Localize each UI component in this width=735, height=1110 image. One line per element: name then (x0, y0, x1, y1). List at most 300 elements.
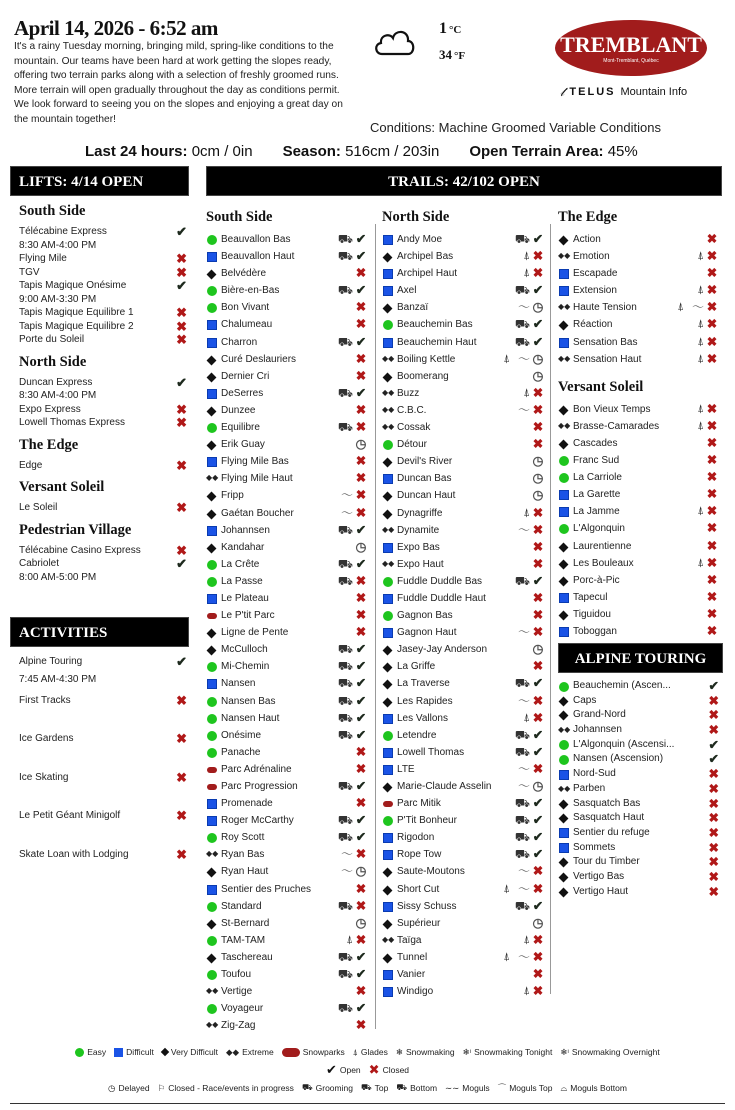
closed-x-icon: ✖ (355, 573, 367, 588)
trail-name: Les Bouleaux (573, 557, 634, 569)
open-check-icon: ✔ (532, 830, 544, 845)
open-check-icon: ✔ (355, 232, 367, 246)
moguls-icon: 〜 (517, 693, 530, 708)
legend-label: Grooming (315, 1083, 353, 1093)
trail-status-icons (355, 316, 367, 333)
temperature-celsius: 1 °C (439, 20, 462, 37)
trail-status-icons (515, 231, 544, 248)
trail-status-icons (518, 402, 544, 419)
alpine-touring-panel (558, 643, 723, 899)
trail-status-icons (706, 538, 718, 555)
open-check-icon: ✔ (532, 727, 544, 742)
trail-status-icons (697, 316, 718, 333)
lift-name: TGV (19, 266, 40, 278)
difficult-square-icon (383, 714, 393, 724)
glades-icon: ⍋ (697, 284, 704, 297)
easy-circle-icon (383, 320, 393, 330)
closed-x-icon: ✖ (532, 385, 544, 400)
trail-status-icons (518, 522, 544, 539)
trail-status-icons (532, 419, 544, 436)
easy-circle-icon (559, 473, 569, 483)
closed-x-icon: ✖ (706, 401, 718, 416)
trail-row (382, 573, 548, 590)
closed-x-icon: ✖ (706, 317, 718, 332)
trail-name: McCulloch (221, 644, 268, 656)
trail-name: Archipel Bas (397, 251, 454, 263)
trail-status-icons (355, 915, 367, 932)
lift-name: Duncan Express (19, 376, 93, 388)
very-difficult-diamond-icon (559, 872, 569, 882)
closed-x-icon: ✖ (355, 984, 367, 999)
very-difficult-diamond-icon (383, 919, 393, 929)
grooming-icon: ⛟ (514, 283, 530, 298)
very-difficult-diamond-icon (559, 696, 569, 706)
closed-x-icon: ✖ (176, 264, 187, 280)
trail-row (382, 556, 548, 573)
legend-item (369, 1062, 409, 1078)
very-difficult-diamond-icon (383, 953, 393, 963)
trail-row (558, 435, 722, 452)
trail-name: Nansen (221, 678, 256, 690)
glades-icon: ⍋ (523, 506, 530, 519)
trail-row (382, 693, 548, 710)
trail-name: Chalumeau (221, 319, 273, 331)
trail-row (206, 658, 371, 675)
trail-name: Flying Mile Haut (221, 473, 293, 485)
extreme-double-diamond-icon: ◆◆ (382, 934, 395, 944)
trail-row (206, 607, 371, 624)
closed-x-icon: ✖ (355, 761, 367, 776)
trail-status-icons (338, 693, 367, 710)
closed-x-icon: ✖ (532, 402, 544, 417)
grooming-icon: ⛟ (337, 967, 353, 982)
trail-name: Axel (397, 285, 417, 297)
activities-panel (10, 617, 189, 886)
closed-x-icon: ✖ (532, 249, 544, 264)
glades-icon: ⍋ (503, 882, 510, 895)
trail-name: Andy Moe (397, 234, 443, 245)
delayed-clock-icon: ◷ (532, 454, 544, 469)
trail-row (206, 436, 371, 453)
moguls-icon: 〜 (517, 761, 530, 776)
trail-row (382, 624, 548, 641)
legend-item (282, 1047, 345, 1057)
glades-icon: ⍋ (346, 933, 353, 946)
closed-x-icon: ✖ (176, 415, 187, 430)
open-check-icon: ✔ (355, 967, 367, 982)
delayed-clock-icon: ◷ (108, 1082, 116, 1093)
closed-x-icon: ✖ (355, 266, 367, 281)
grooming-icon: ⛟ (337, 693, 353, 708)
grooming-icon: ⛟ (337, 283, 353, 298)
trail-row (206, 949, 371, 966)
difficult-square-icon (207, 679, 217, 689)
trail-status-icons (532, 966, 544, 983)
trail-name: Beauvallon Bas (221, 234, 291, 245)
open-check-icon: ✔ (176, 556, 187, 571)
open-check-icon: ✔ (355, 693, 367, 708)
open-check-icon: ✔ (355, 949, 367, 964)
alpine-touring-row (558, 855, 723, 870)
activity-name: Le Petit Géant Minigolf (19, 810, 121, 821)
trail-name: Johannsen (221, 524, 270, 536)
trail-name: La Griffe (397, 661, 436, 673)
trail-row (206, 368, 371, 385)
difficult-square-icon (383, 543, 393, 553)
extreme-double-diamond-icon: ◆◆ (558, 353, 571, 363)
trail-name: Kandahar (221, 541, 265, 553)
trail-status-icons (355, 607, 367, 624)
activity-row (10, 732, 189, 771)
trail-row (382, 846, 548, 863)
easy-circle-icon (207, 560, 217, 570)
trail-row (382, 265, 548, 282)
trail-name: Lowell Thomas (397, 746, 465, 758)
trail-row (382, 248, 548, 265)
trail-name: Parc Adrénaline (221, 763, 292, 775)
closed-x-icon: ✖ (355, 1018, 367, 1033)
trail-name: Short Cut (397, 883, 440, 895)
very-difficult-diamond-icon (207, 270, 217, 280)
open-check-icon: ✔ (532, 283, 544, 298)
very-difficult-diamond-icon (207, 355, 217, 365)
delayed-clock-icon: ◷ (532, 368, 544, 383)
legend-label: Difficult (126, 1047, 154, 1057)
trail-name: Taschereau (221, 951, 273, 963)
trail-row (206, 881, 371, 898)
trail-row (206, 966, 371, 983)
extreme-double-diamond-icon: ◆◆ (382, 404, 395, 414)
trail-status-icons (338, 385, 367, 402)
extreme-double-diamond-icon: ◆◆ (382, 558, 395, 568)
alpine-touring-row (558, 708, 723, 723)
open-check-icon: ✔ (355, 249, 367, 264)
trail-row (382, 607, 548, 624)
trail-row (558, 282, 722, 299)
trail-row (382, 419, 548, 436)
legend-divider (10, 1103, 725, 1104)
trail-row (206, 539, 371, 556)
trail-status-icons (338, 710, 367, 727)
glades-icon: ⍋ (503, 352, 510, 365)
trail-row (382, 744, 548, 761)
trail-status-icons (518, 778, 544, 795)
difficult-square-icon (559, 286, 569, 296)
trail-status-icons (338, 248, 367, 265)
legend-item (396, 1082, 437, 1094)
glades-icon: ⍋ (677, 301, 684, 314)
trail-name: Gagnon Haut (397, 627, 457, 639)
trail-row (382, 778, 548, 795)
easy-circle-icon (383, 577, 393, 587)
closed-x-icon: ✖ (708, 840, 719, 855)
trail-row (382, 710, 548, 727)
difficult-square-icon (207, 816, 217, 826)
activity-name: Ice Skating (19, 771, 69, 783)
difficult-square-icon (559, 770, 569, 780)
open-check-icon: ✔ (532, 744, 544, 759)
lift-group-title: The Edge (19, 436, 79, 453)
trail-status-icons (518, 761, 544, 778)
legend-item (498, 1082, 553, 1094)
closed-x-icon: ✖ (176, 731, 187, 746)
trail-row (382, 966, 548, 983)
trail-row (558, 555, 722, 572)
extreme-double-diamond-icon: ◆◆ (382, 353, 395, 363)
trail-row (206, 590, 371, 607)
grooming-bottom-icon: ⛟ (396, 1082, 408, 1092)
alpine-touring-row (558, 782, 723, 797)
trail-row (558, 418, 722, 435)
trail-status-icons (338, 812, 367, 829)
trail-status-icons (515, 316, 544, 333)
trail-row (206, 522, 371, 539)
closed-x-icon: ✖ (176, 500, 187, 515)
alpine-touring-row (558, 826, 723, 841)
closed-x-icon: ✖ (355, 368, 367, 383)
trail-status-icons (523, 983, 544, 1000)
easy-circle-icon (207, 577, 217, 587)
closed-x-icon: ✖ (706, 504, 718, 519)
closed-x-icon: ✖ (706, 487, 718, 502)
difficult-square-icon (207, 799, 217, 809)
lift-hours: 9:00 AM-3:30 PM (19, 293, 97, 305)
trail-status-icons (515, 829, 544, 846)
trail-row (382, 334, 548, 351)
easy-circle-icon (207, 714, 217, 724)
activity-row (10, 694, 189, 733)
open-check-icon: ✔ (355, 659, 367, 674)
open-check-icon: ✔ (355, 556, 367, 571)
very-difficult-diamond-icon (383, 492, 393, 502)
trail-name: Ligne de Pente (221, 627, 289, 639)
lift-row (10, 252, 189, 266)
trail-row (206, 453, 371, 470)
legend-item (162, 1047, 218, 1057)
grooming-icon: ⛟ (337, 727, 353, 742)
closed-x-icon: ✖ (355, 898, 367, 913)
trail-status-icons (532, 641, 544, 658)
trail-row (206, 385, 371, 402)
trail-status-icons (532, 436, 544, 453)
lift-name: Cabriolet (19, 558, 60, 569)
grooming-icon: ⛟ (337, 334, 353, 349)
very-difficult-diamond-icon (559, 887, 569, 897)
easy-circle-icon (559, 682, 569, 692)
trail-name: Charron (221, 336, 258, 348)
activity-name: Ice Gardens (19, 733, 74, 744)
trail-group-title: Versant Soleil (558, 378, 644, 395)
closed-x-icon: ✖ (532, 505, 544, 520)
easy-circle-icon (207, 235, 217, 245)
trail-status-icons (503, 881, 544, 898)
trail-status-icons (515, 898, 544, 915)
trail-name: Banzaï (397, 302, 429, 314)
closed-x-icon: ✖ (706, 555, 718, 570)
lift-name: Tapis Magique Equilibre 2 (19, 320, 134, 332)
very-difficult-diamond-icon (207, 646, 217, 656)
trail-row (206, 505, 371, 522)
activity-row (10, 848, 189, 887)
trail-row (382, 590, 548, 607)
trail-row (206, 351, 371, 368)
trail-status-icons (338, 282, 367, 299)
extreme-double-diamond-icon: ◆◆ (558, 302, 571, 312)
trail-name: Equilibre (221, 422, 260, 434)
snowmaking-icon: ❄ (395, 1046, 403, 1057)
legend-item (445, 1083, 490, 1094)
open-check-icon: ✔ (176, 278, 187, 293)
trail-status-icons (355, 436, 367, 453)
trail-row (206, 231, 371, 248)
glades-icon: ⍋ (697, 318, 704, 331)
race-flag-icon: ⚐ (157, 1082, 166, 1093)
trail-status-icons (523, 932, 544, 949)
closed-x-icon: ✖ (706, 589, 718, 604)
difficult-square-icon (559, 507, 569, 517)
glades-icon: ⍋ (697, 250, 704, 263)
legend-label: Easy (87, 1047, 107, 1057)
glades-icon: ⍋ (523, 386, 530, 399)
trail-status-icons (515, 573, 544, 590)
difficult-square-icon (383, 628, 393, 638)
very-difficult-diamond-icon (207, 406, 217, 416)
closed-x-icon: ✖ (532, 590, 544, 605)
trails-column-2 (382, 202, 548, 1000)
trail-row (206, 419, 371, 436)
trail-row (206, 1000, 371, 1017)
lift-name: Flying Mile (19, 253, 67, 264)
moguls-icon: 〜 (517, 881, 530, 896)
trail-group-title: South Side (206, 209, 273, 225)
trail-name: Cossak (397, 422, 431, 434)
closed-x-icon: ✖ (355, 402, 367, 417)
snowpark-icon (207, 613, 217, 619)
moguls-bottom-icon: ⌓ (560, 1082, 568, 1093)
grooming-icon: ⛟ (337, 659, 353, 674)
trail-name: Nansen Haut (221, 712, 280, 724)
difficult-square-icon (383, 833, 393, 843)
trail-name: Dynagriffe (397, 507, 443, 519)
easy-circle-icon (383, 440, 393, 450)
trail-row (558, 265, 722, 282)
lift-group-title: South Side (19, 203, 86, 219)
trail-name: Rope Tow (397, 849, 442, 861)
trail-status-icons (338, 1000, 367, 1017)
very-difficult-diamond-icon (559, 542, 569, 552)
trail-name: La Carriole (573, 472, 622, 484)
trail-status-icons (532, 658, 544, 675)
trail-status-icons (532, 607, 544, 624)
easy-circle-icon (383, 731, 393, 741)
grooming-icon: ⛟ (514, 317, 530, 332)
alpine-touring-row (558, 679, 723, 694)
lift-name: Le Soleil (19, 502, 58, 513)
lift-row (10, 557, 189, 584)
tremblant-logo: TREMBLANT Mont-Tremblant, Québec (555, 20, 707, 76)
grooming-icon: ⛟ (514, 898, 530, 913)
open-check-icon: ✔ (176, 224, 187, 239)
trail-status-icons (518, 299, 544, 316)
very-difficult-diamond-icon (207, 953, 217, 963)
extreme-double-diamond-icon: ◆◆ (206, 849, 219, 859)
open-check-icon: ✔ (325, 1062, 337, 1077)
trail-status-icons (338, 727, 367, 744)
trail-name: L'Algonquin (573, 523, 625, 535)
trail-row (206, 761, 371, 778)
glades-icon: ⍋ (523, 250, 530, 263)
legend-label: Snowmaking Overnight (571, 1047, 660, 1057)
date-time-title: April 14, 2026 - 6:52 am (14, 16, 218, 40)
difficult-square-icon (383, 286, 393, 296)
trail-row (558, 231, 722, 248)
closed-x-icon: ✖ (532, 932, 544, 947)
trail-name: Parc Progression (221, 781, 298, 792)
easy-circle-icon (207, 833, 217, 843)
closed-x-icon: ✖ (532, 608, 544, 623)
difficult-square-icon (559, 269, 569, 279)
difficult-square-icon (207, 457, 217, 467)
very-difficult-diamond-icon (383, 868, 393, 878)
easy-circle-icon (207, 970, 217, 980)
lift-group-title: North Side (19, 353, 87, 370)
legend-label: Moguls Top (509, 1083, 553, 1093)
trail-status-icons (355, 795, 367, 812)
legend-label: Extreme (242, 1047, 274, 1057)
trail-name: Voyageur (221, 1003, 264, 1015)
difficult-square-icon (559, 828, 569, 838)
legend-item (302, 1082, 353, 1094)
trail-name: Sentier des Pruches (221, 883, 312, 895)
very-difficult-diamond-icon (383, 304, 393, 314)
trail-name: Les Vallons (397, 712, 448, 724)
closed-x-icon: ✖ (706, 351, 718, 366)
difficult-square-icon (383, 987, 393, 997)
trail-row (206, 983, 371, 1000)
trail-name: Tapecul (573, 591, 608, 603)
trail-status-icons (338, 231, 367, 248)
moguls-icon: 〜 (517, 402, 530, 417)
trail-name: Mi-Chemin (221, 661, 270, 673)
difficult-square-icon (383, 850, 393, 860)
trail-row (206, 282, 371, 299)
very-difficult-diamond-icon (559, 321, 569, 331)
trail-row (206, 316, 371, 333)
trail-status-icons (355, 761, 367, 778)
closed-x-icon: ✖ (355, 351, 367, 366)
snowpark-icon (207, 784, 217, 790)
trail-row (558, 520, 722, 537)
trail-name: Toboggan (573, 625, 617, 637)
delayed-clock-icon: ◷ (355, 915, 367, 930)
temperature-fahrenheit: 34 °F (439, 47, 466, 62)
trail-name: Gagnon Bas (397, 610, 453, 622)
trail-name: Duncan Haut (397, 490, 456, 502)
trail-status-icons (706, 520, 718, 537)
cloud-icon (372, 24, 416, 56)
extreme-double-diamond-icon: ◆◆ (382, 524, 395, 534)
lift-row (10, 306, 189, 320)
trail-name: TAM-TAM (221, 934, 266, 946)
grooming-icon: ⛟ (337, 949, 353, 964)
grooming-icon: ⛟ (337, 232, 353, 246)
lift-row (10, 320, 189, 334)
closed-x-icon: ✖ (706, 453, 718, 468)
easy-circle-icon (383, 816, 393, 826)
trail-name: Vanier (397, 969, 426, 981)
moguls-top-icon: ⌒ (497, 1083, 507, 1093)
trail-status-icons (338, 573, 367, 590)
